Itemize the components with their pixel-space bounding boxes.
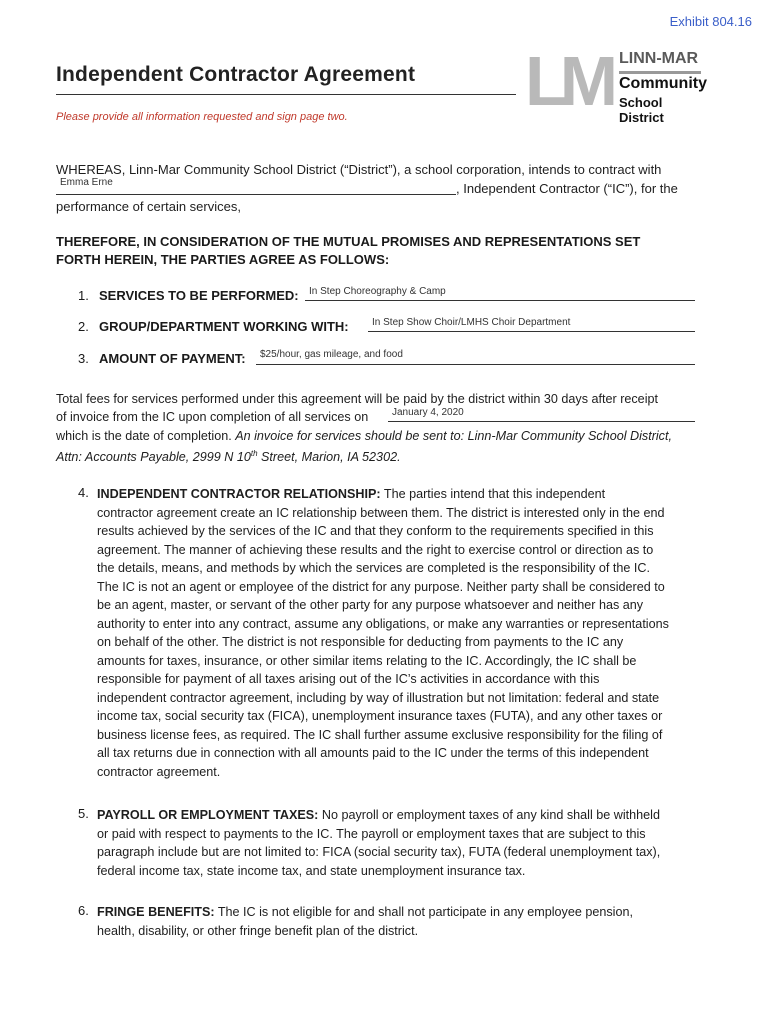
section-5-line: paragraph include but are not limited to: FICA (social security tax), FUTA (federal unemployment tax), xyxy=(97,845,661,859)
section-5-body xyxy=(97,806,712,880)
item-1-label: SERVICES TO BE PERFORMED: xyxy=(99,288,299,303)
item-1-line xyxy=(305,300,695,301)
section-5-heading: PAYROLL OR EMPLOYMENT TAXES: xyxy=(97,808,319,822)
item-2-value: In Step Show Choir/LMHS Choir Department xyxy=(372,317,571,328)
item-1-number: 1. xyxy=(78,288,89,303)
item-2-label: GROUP/DEPARTMENT WORKING WITH: xyxy=(99,319,349,334)
section-4-line: INDEPENDENT CONTRACTOR RELATIONSHIP: The parties intend that this independent xyxy=(97,487,606,501)
section-4-line: income tax, social security tax (FICA), unemployment insurance taxes (FUTA), and any other taxes or xyxy=(97,709,663,723)
exhibit-label: Exhibit 804.16 xyxy=(669,14,752,29)
logo-line-3: School District xyxy=(619,95,664,125)
title-underline xyxy=(56,94,516,95)
logo-line-1: LINN-MAR xyxy=(619,50,699,67)
section-4-heading: INDEPENDENT CONTRACTOR RELATIONSHIP: xyxy=(97,487,381,501)
fees-address-pre: Attn: Accounts Payable, 2999 N 10 xyxy=(56,450,251,465)
section-4-line: contractor agreement create an IC relationship between them. The district is interested only in the end xyxy=(97,505,665,520)
whereas-line-3: performance of certain services, xyxy=(56,199,241,214)
completion-date-value: January 4, 2020 xyxy=(392,407,464,418)
section-4-line: independent contractor agreement, including by way of illustration but not limitation: federal and state xyxy=(97,690,660,705)
fees-address-post: Street, Marion, IA 52302. xyxy=(257,450,401,465)
item-3-label: AMOUNT OF PAYMENT: xyxy=(99,351,246,366)
section-5-line: PAYROLL OR EMPLOYMENT TAXES: No payroll or employment taxes of any kind shall be withheld xyxy=(97,808,660,822)
fees-line-3 xyxy=(56,427,716,446)
contractor-name-line xyxy=(56,194,456,195)
section-4-line: amounts for taxes, insurance, or other similar items relating to the IC. Accordingly, the IC shall be xyxy=(97,653,637,668)
instruction-note: Please provide all information requested and sign page two. xyxy=(56,111,348,123)
section-6-line: FRINGE BENEFITS: The IC is not eligible for and shall not participate in any employee pension, xyxy=(97,905,633,919)
section-6-body xyxy=(97,903,712,940)
district-logo xyxy=(525,42,707,125)
item-3-number: 3. xyxy=(78,351,89,366)
section-4-line: be an agent, master, or servant of the other party for any purpose whatsoever and neither has any xyxy=(97,598,644,612)
section-6-line: health, disability, or other fringe benefit plan of the district. xyxy=(97,923,419,938)
section-4-line: all tax returns due in connection with all amounts paid to the IC under the terms of this independent xyxy=(97,746,649,760)
logo-divider xyxy=(619,71,701,74)
section-4-line: authority to enter into any contract, assume any obligations, or make any warranties or representations xyxy=(97,616,669,631)
item-3-value: $25/hour, gas mileage, and food xyxy=(260,349,403,360)
section-4-line: business license fees, as required. The IC shall further assume exclusive responsibility for the filing of xyxy=(97,727,663,742)
item-2-number: 2. xyxy=(78,319,89,334)
contractor-name-value: Emma Erne xyxy=(60,177,113,188)
section-4-line: on behalf of the other. The district is not responsible for deducting from payments to the IC any xyxy=(97,635,624,649)
section-4-line: agreement. The manner of achieving these results and the right to exercise control or direction as to xyxy=(97,542,654,557)
completion-date-line xyxy=(388,421,695,422)
item-2-line xyxy=(368,331,695,332)
section-6-heading: FRINGE BENEFITS: xyxy=(97,905,215,919)
page-title: Independent Contractor Agreement xyxy=(56,63,416,86)
therefore-line-2: FORTH HEREIN, THE PARTIES AGREE AS FOLLOWS: xyxy=(56,252,390,267)
whereas-line-1: WHEREAS, Linn-Mar Community School District (“District”), a school corporation, intends to contract with xyxy=(56,162,662,177)
section-5-number: 5. xyxy=(78,806,89,821)
fees-line-1: Total fees for services performed under this agreement will be paid by the district within 30 days after receipt xyxy=(56,392,658,406)
fees-line-4 xyxy=(56,445,401,467)
fees-address-sup: th xyxy=(250,449,258,458)
section-4-line: The IC is not an agent or employee of the district for any purpose. Neither party shall be considered to xyxy=(97,579,665,594)
item-3-line xyxy=(256,364,695,365)
section-5-line: federal income tax, state income tax, and state unemployment insurance tax. xyxy=(97,863,526,878)
section-4-line: the details, means, and methods by which the services are completed is the responsibility of the IC. xyxy=(97,561,651,575)
section-4-line: responsible for payment of all taxes arising out of the IC’s activities in accordance with this xyxy=(97,672,600,686)
section-4-body xyxy=(97,485,712,781)
logo-monogram: LM xyxy=(525,42,611,120)
whereas-line-2: , Independent Contractor (“IC”), for the xyxy=(456,181,678,196)
therefore-line-1: THEREFORE, IN CONSIDERATION OF THE MUTUAL PROMISES AND REPRESENTATIONS SET xyxy=(56,234,641,249)
section-4-line: results achieved by the services of the IC and that they conform to the requirements specified in this xyxy=(97,524,654,538)
logo-line-2: Community xyxy=(619,75,707,92)
fees-line-2: of invoice from the IC upon completion of all services on xyxy=(56,410,369,424)
fees-line-3-plain: which is the date of completion. xyxy=(56,429,232,443)
section-6-number: 6. xyxy=(78,903,89,918)
section-4-line: contractor agreement. xyxy=(97,764,221,779)
fees-line-3-italic: An invoice for services should be sent to: Linn-Mar Community School District, xyxy=(235,429,672,443)
item-1-value: In Step Choreography & Camp xyxy=(309,286,446,297)
section-5-line: or paid with respect to payments to the IC. The payroll or employment taxes that are subject to this xyxy=(97,826,646,841)
section-4-number: 4. xyxy=(78,485,89,500)
